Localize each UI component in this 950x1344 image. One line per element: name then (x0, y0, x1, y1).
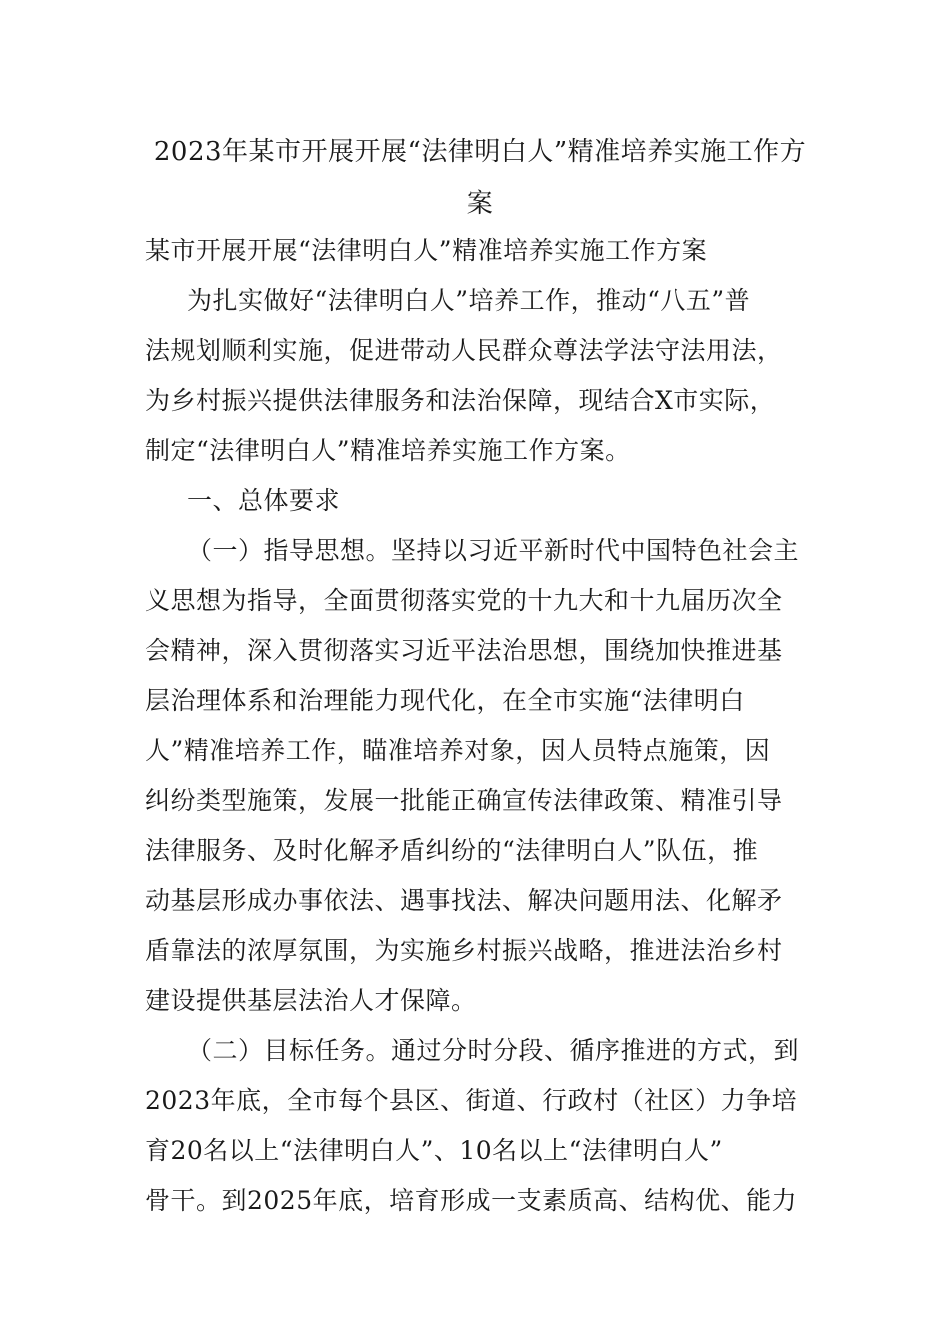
section-heading: 一、总体要求 (187, 486, 341, 515)
paragraph-line: 会精神，深入贯彻落实习近平法治思想，围绕加快推进基 (145, 636, 783, 665)
title-line-1: 2023年某市开展开展“法律明白人”精准培养实施工作方 (153, 137, 807, 167)
paragraph-line: 骨干。到2025年底，培育形成一支素质高、结构优、能力 (145, 1186, 798, 1215)
paragraph-line: 纠纷类型施策，发展一批能正确宣传法律政策、精准引导 (145, 786, 783, 815)
paragraph-line: 制定“法律明白人”精准培养实施工作方案。 (145, 436, 631, 465)
paragraph-line: 法律服务、及时化解矛盾纠纷的“法律明白人”队伍，推 (145, 836, 759, 865)
paragraph-line: 为乡村振兴提供法律服务和法治保障，现结合X市实际， (145, 386, 776, 415)
paragraph-line: 层治理体系和治理能力现代化，在全市实施“法律明白 (145, 686, 745, 715)
document-title (140, 126, 820, 230)
paragraph-line: 义思想为指导，全面贯彻落实党的十九大和十九届历次全 (145, 586, 783, 615)
paragraph-line: （二）目标任务。通过分时分段、循序推进的方式，到 (187, 1036, 800, 1065)
paragraph-line: 2023年底，全市每个县区、街道、行政村（社区）力争培 (145, 1086, 798, 1115)
paragraph-line: 为扎实做好“法律明白人”培养工作，推动“八五”普 (187, 286, 751, 315)
paragraph-line: 建设提供基层法治人才保障。 (145, 986, 477, 1015)
paragraph-line: 育20名以上“法律明白人”、10名以上“法律明白人” (145, 1136, 723, 1165)
paragraph-line: 动基层形成办事依法、遇事找法、解决问题用法、化解矛 (145, 886, 783, 915)
subtitle: 某市开展开展“法律明白人”精准培养实施工作方案 (145, 236, 708, 265)
title-line-2: 案 (466, 189, 494, 219)
paragraph-line: （一）指导思想。坚持以习近平新时代中国特色社会主 (187, 536, 800, 565)
paragraph-line: 法规划顺利实施，促进带动人民群众尊法学法守法用法， (145, 336, 783, 365)
paragraph-line: 盾靠法的浓厚氛围，为实施乡村振兴战略，推进法治乡村 (145, 936, 783, 965)
paragraph-line: 人”精准培养工作，瞄准培养对象，因人员特点施策，因 (145, 736, 771, 765)
